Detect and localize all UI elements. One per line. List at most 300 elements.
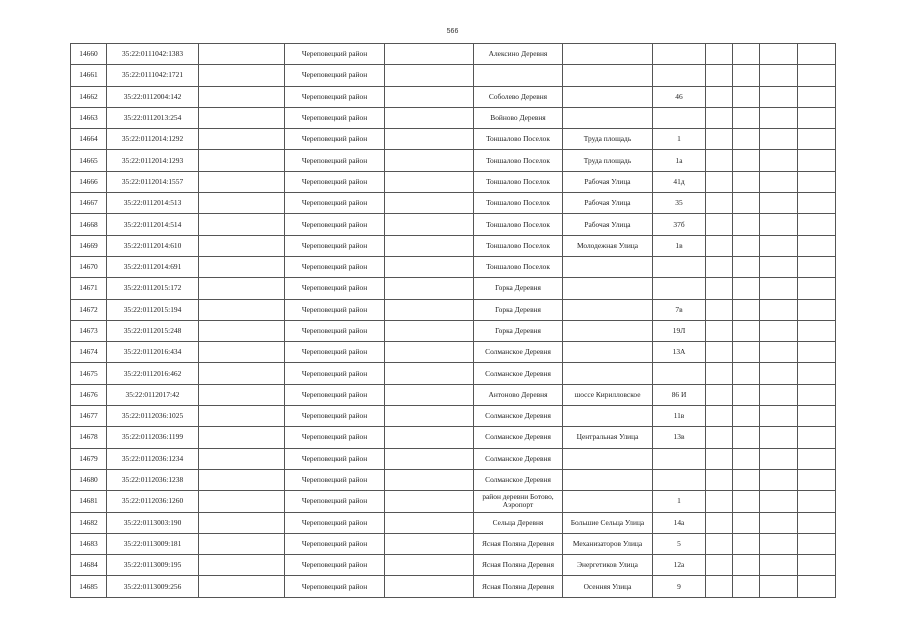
locality-cell: Тоншалово Поселок — [474, 129, 563, 150]
table-row — [71, 256, 836, 277]
street-cell — [563, 44, 653, 65]
cadastral-number-cell: 35:22:0112036:1025 — [107, 406, 199, 427]
house-number-cell: 14а — [653, 512, 706, 533]
empty-cell — [385, 342, 474, 363]
empty-cell — [199, 299, 285, 320]
row-number-cell: 14666 — [71, 171, 107, 192]
row-number-cell: 14664 — [71, 129, 107, 150]
locality-cell: Антоново Деревня — [474, 384, 563, 405]
empty-cell — [798, 171, 836, 192]
house-number-cell — [653, 363, 706, 384]
table-row — [71, 150, 836, 171]
empty-cell — [760, 193, 798, 214]
empty-cell — [760, 44, 798, 65]
street-cell — [563, 448, 653, 469]
empty-cell — [706, 86, 733, 107]
empty-cell — [760, 533, 798, 554]
table-row — [71, 448, 836, 469]
house-number-cell: 1 — [653, 491, 706, 512]
house-number-cell — [653, 448, 706, 469]
street-cell — [563, 491, 653, 512]
empty-cell — [798, 107, 836, 128]
district-cell: Череповецкий район — [285, 342, 385, 363]
row-number-cell: 14661 — [71, 65, 107, 86]
empty-cell — [798, 363, 836, 384]
empty-cell — [733, 171, 760, 192]
empty-cell — [706, 406, 733, 427]
empty-cell — [199, 533, 285, 554]
empty-cell — [706, 278, 733, 299]
district-cell: Череповецкий район — [285, 278, 385, 299]
cadastral-number-cell: 35:22:0112004:142 — [107, 86, 199, 107]
empty-cell — [199, 65, 285, 86]
empty-cell — [733, 384, 760, 405]
house-number-cell — [653, 44, 706, 65]
empty-cell — [199, 256, 285, 277]
street-cell — [563, 299, 653, 320]
house-number-cell: 5 — [653, 533, 706, 554]
cadastral-number-cell: 35:22:0112036:1199 — [107, 427, 199, 448]
street-cell: Рабочая Улица — [563, 214, 653, 235]
district-cell: Череповецкий район — [285, 171, 385, 192]
empty-cell — [706, 320, 733, 341]
empty-cell — [733, 533, 760, 554]
empty-cell — [706, 512, 733, 533]
empty-cell — [733, 448, 760, 469]
cadastral-number-cell: 35:22:0112014:1293 — [107, 150, 199, 171]
empty-cell — [385, 235, 474, 256]
empty-cell — [798, 278, 836, 299]
cadastral-number-cell: 35:22:0112015:248 — [107, 320, 199, 341]
empty-cell — [199, 44, 285, 65]
row-number-cell: 14677 — [71, 406, 107, 427]
empty-cell — [733, 214, 760, 235]
empty-cell — [199, 576, 285, 597]
empty-cell — [706, 469, 733, 490]
empty-cell — [199, 469, 285, 490]
cadastral-number-cell: 35:22:0112016:462 — [107, 363, 199, 384]
empty-cell — [385, 150, 474, 171]
row-number-cell: 14676 — [71, 384, 107, 405]
empty-cell — [385, 107, 474, 128]
empty-cell — [706, 65, 733, 86]
empty-cell — [385, 320, 474, 341]
table-row — [71, 576, 836, 597]
district-cell: Череповецкий район — [285, 129, 385, 150]
street-cell — [563, 406, 653, 427]
locality-cell: Войново Деревня — [474, 107, 563, 128]
empty-cell — [760, 576, 798, 597]
district-cell: Череповецкий район — [285, 469, 385, 490]
empty-cell — [385, 384, 474, 405]
empty-cell — [385, 406, 474, 427]
table-row — [71, 107, 836, 128]
locality-cell: Горка Деревня — [474, 320, 563, 341]
empty-cell — [385, 512, 474, 533]
house-number-cell — [653, 278, 706, 299]
row-number-cell: 14672 — [71, 299, 107, 320]
empty-cell — [706, 235, 733, 256]
row-number-cell: 14663 — [71, 107, 107, 128]
empty-cell — [385, 256, 474, 277]
empty-cell — [760, 469, 798, 490]
empty-cell — [733, 150, 760, 171]
district-cell: Череповецкий район — [285, 44, 385, 65]
empty-cell — [199, 86, 285, 107]
district-cell: Череповецкий район — [285, 384, 385, 405]
cadastral-number-cell: 35:22:0112017:42 — [107, 384, 199, 405]
empty-cell — [760, 171, 798, 192]
empty-cell — [733, 235, 760, 256]
empty-cell — [733, 299, 760, 320]
cadastral-number-cell: 35:22:0112015:172 — [107, 278, 199, 299]
row-number-cell: 14681 — [71, 491, 107, 512]
locality-cell: Солманское Деревня — [474, 342, 563, 363]
locality-cell: Тоншалово Поселок — [474, 193, 563, 214]
empty-cell — [706, 256, 733, 277]
table-row — [71, 384, 836, 405]
empty-cell — [199, 448, 285, 469]
table-row — [71, 235, 836, 256]
street-cell — [563, 107, 653, 128]
empty-cell — [760, 129, 798, 150]
empty-cell — [199, 363, 285, 384]
street-cell: Рабочая Улица — [563, 171, 653, 192]
district-cell: Череповецкий район — [285, 512, 385, 533]
empty-cell — [706, 299, 733, 320]
empty-cell — [199, 555, 285, 576]
table-row — [71, 278, 836, 299]
locality-cell: Ясная Поляна Деревня — [474, 555, 563, 576]
cadastral-number-cell: 35:22:0113009:256 — [107, 576, 199, 597]
empty-cell — [385, 65, 474, 86]
district-cell: Череповецкий район — [285, 555, 385, 576]
empty-cell — [733, 129, 760, 150]
empty-cell — [733, 44, 760, 65]
row-number-cell: 14670 — [71, 256, 107, 277]
table-row — [71, 86, 836, 107]
house-number-cell: 1в — [653, 235, 706, 256]
empty-cell — [199, 107, 285, 128]
table-row — [71, 171, 836, 192]
empty-cell — [733, 576, 760, 597]
street-cell: Труда площадь — [563, 129, 653, 150]
empty-cell — [760, 150, 798, 171]
house-number-cell: 7в — [653, 299, 706, 320]
empty-cell — [798, 320, 836, 341]
district-cell: Череповецкий район — [285, 363, 385, 384]
empty-cell — [706, 384, 733, 405]
empty-cell — [706, 342, 733, 363]
locality-cell: Тоншалово Поселок — [474, 150, 563, 171]
empty-cell — [199, 384, 285, 405]
empty-cell — [733, 86, 760, 107]
locality-cell: Горка Деревня — [474, 278, 563, 299]
empty-cell — [760, 235, 798, 256]
row-number-cell: 14674 — [71, 342, 107, 363]
house-number-cell — [653, 107, 706, 128]
row-number-cell: 14669 — [71, 235, 107, 256]
house-number-cell: 35 — [653, 193, 706, 214]
empty-cell — [798, 150, 836, 171]
row-number-cell: 14680 — [71, 469, 107, 490]
house-number-cell: 46 — [653, 86, 706, 107]
empty-cell — [385, 214, 474, 235]
empty-cell — [199, 491, 285, 512]
empty-cell — [199, 278, 285, 299]
empty-cell — [798, 65, 836, 86]
street-cell — [563, 86, 653, 107]
empty-cell — [798, 129, 836, 150]
cadastral-number-cell: 35:22:0111042:1383 — [107, 44, 199, 65]
house-number-cell — [653, 256, 706, 277]
empty-cell — [733, 469, 760, 490]
table-row — [71, 320, 836, 341]
row-number-cell: 14685 — [71, 576, 107, 597]
locality-cell: Солманское Деревня — [474, 448, 563, 469]
empty-cell — [760, 86, 798, 107]
empty-cell — [199, 512, 285, 533]
empty-cell — [798, 512, 836, 533]
street-cell: Труда площадь — [563, 150, 653, 171]
empty-cell — [385, 193, 474, 214]
empty-cell — [199, 150, 285, 171]
empty-cell — [733, 406, 760, 427]
empty-cell — [706, 150, 733, 171]
row-number-cell: 14667 — [71, 193, 107, 214]
empty-cell — [385, 491, 474, 512]
empty-cell — [798, 491, 836, 512]
cadastral-number-cell: 35:22:0112016:434 — [107, 342, 199, 363]
empty-cell — [760, 448, 798, 469]
row-number-cell: 14678 — [71, 427, 107, 448]
cadastral-number-cell: 35:22:0112036:1260 — [107, 491, 199, 512]
empty-cell — [706, 193, 733, 214]
district-cell: Череповецкий район — [285, 491, 385, 512]
empty-cell — [706, 171, 733, 192]
empty-cell — [385, 299, 474, 320]
empty-cell — [733, 320, 760, 341]
cadastral-number-cell: 35:22:0111042:1721 — [107, 65, 199, 86]
empty-cell — [706, 129, 733, 150]
street-cell — [563, 278, 653, 299]
empty-cell — [733, 512, 760, 533]
empty-cell — [798, 384, 836, 405]
cadastral-number-cell: 35:22:0112014:610 — [107, 235, 199, 256]
empty-cell — [385, 278, 474, 299]
house-number-cell: 11в — [653, 406, 706, 427]
empty-cell — [798, 299, 836, 320]
empty-cell — [199, 320, 285, 341]
empty-cell — [706, 214, 733, 235]
empty-cell — [760, 512, 798, 533]
table-row — [71, 44, 836, 65]
table-row — [71, 129, 836, 150]
house-number-cell: 19Л — [653, 320, 706, 341]
empty-cell — [199, 214, 285, 235]
table-row — [71, 469, 836, 490]
row-number-cell: 14660 — [71, 44, 107, 65]
house-number-cell: 86 И — [653, 384, 706, 405]
empty-cell — [798, 86, 836, 107]
registry-rows — [71, 44, 836, 598]
cadastral-number-cell: 35:22:0113009:195 — [107, 555, 199, 576]
district-cell: Череповецкий район — [285, 86, 385, 107]
empty-cell — [760, 299, 798, 320]
empty-cell — [798, 469, 836, 490]
district-cell: Череповецкий район — [285, 65, 385, 86]
empty-cell — [733, 342, 760, 363]
empty-cell — [385, 129, 474, 150]
empty-cell — [798, 342, 836, 363]
empty-cell — [706, 427, 733, 448]
empty-cell — [706, 533, 733, 554]
locality-cell — [474, 65, 563, 86]
row-number-cell: 14683 — [71, 533, 107, 554]
locality-cell: Тоншалово Поселок — [474, 256, 563, 277]
empty-cell — [733, 427, 760, 448]
street-cell: Энергетиков Улица — [563, 555, 653, 576]
street-cell: Центральная Улица — [563, 427, 653, 448]
registry-table — [70, 43, 836, 598]
street-cell — [563, 256, 653, 277]
empty-cell — [760, 491, 798, 512]
empty-cell — [199, 342, 285, 363]
table-row — [71, 65, 836, 86]
empty-cell — [733, 555, 760, 576]
table-row — [71, 533, 836, 554]
cadastral-number-cell: 35:22:0112014:514 — [107, 214, 199, 235]
locality-cell: Сельца Деревня — [474, 512, 563, 533]
empty-cell — [798, 555, 836, 576]
empty-cell — [760, 65, 798, 86]
empty-cell — [798, 406, 836, 427]
table-row — [71, 555, 836, 576]
empty-cell — [385, 469, 474, 490]
street-cell: Механизаторов Улица — [563, 533, 653, 554]
district-cell: Череповецкий район — [285, 427, 385, 448]
house-number-cell: 37б — [653, 214, 706, 235]
cadastral-number-cell: 35:22:0112014:513 — [107, 193, 199, 214]
street-cell: шоссе Кирилловское — [563, 384, 653, 405]
empty-cell — [760, 342, 798, 363]
locality-cell: Солманское Деревня — [474, 363, 563, 384]
empty-cell — [798, 235, 836, 256]
empty-cell — [199, 171, 285, 192]
empty-cell — [199, 406, 285, 427]
house-number-cell: 1а — [653, 150, 706, 171]
table-row — [71, 427, 836, 448]
locality-cell: Тоншалово Поселок — [474, 235, 563, 256]
empty-cell — [706, 555, 733, 576]
empty-cell — [733, 65, 760, 86]
district-cell: Череповецкий район — [285, 299, 385, 320]
cadastral-number-cell: 35:22:0112014:691 — [107, 256, 199, 277]
empty-cell — [385, 576, 474, 597]
empty-cell — [706, 491, 733, 512]
house-number-cell: 1 — [653, 129, 706, 150]
street-cell — [563, 342, 653, 363]
empty-cell — [760, 363, 798, 384]
district-cell: Череповецкий район — [285, 214, 385, 235]
district-cell: Череповецкий район — [285, 235, 385, 256]
empty-cell — [706, 576, 733, 597]
locality-cell: Ясная Поляна Деревня — [474, 533, 563, 554]
empty-cell — [199, 427, 285, 448]
street-cell: Рабочая Улица — [563, 193, 653, 214]
empty-cell — [798, 448, 836, 469]
row-number-cell: 14675 — [71, 363, 107, 384]
empty-cell — [798, 427, 836, 448]
row-number-cell: 14671 — [71, 278, 107, 299]
table-row — [71, 299, 836, 320]
locality-cell: Солманское Деревня — [474, 427, 563, 448]
empty-cell — [760, 427, 798, 448]
district-cell: Череповецкий район — [285, 448, 385, 469]
locality-cell: Тоншалово Поселок — [474, 214, 563, 235]
house-number-cell — [653, 65, 706, 86]
cadastral-number-cell: 35:22:0113003:190 — [107, 512, 199, 533]
cadastral-number-cell: 35:22:0112014:1557 — [107, 171, 199, 192]
empty-cell — [199, 193, 285, 214]
table-row — [71, 193, 836, 214]
row-number-cell: 14682 — [71, 512, 107, 533]
empty-cell — [798, 256, 836, 277]
empty-cell — [798, 44, 836, 65]
table-row — [71, 512, 836, 533]
house-number-cell: 41д — [653, 171, 706, 192]
street-cell — [563, 363, 653, 384]
empty-cell — [385, 427, 474, 448]
empty-cell — [706, 363, 733, 384]
empty-cell — [760, 256, 798, 277]
empty-cell — [706, 448, 733, 469]
empty-cell — [733, 278, 760, 299]
empty-cell — [798, 533, 836, 554]
street-cell — [563, 320, 653, 341]
empty-cell — [733, 107, 760, 128]
empty-cell — [733, 193, 760, 214]
empty-cell — [385, 44, 474, 65]
district-cell: Череповецкий район — [285, 576, 385, 597]
empty-cell — [760, 214, 798, 235]
empty-cell — [385, 86, 474, 107]
row-number-cell: 14662 — [71, 86, 107, 107]
district-cell: Череповецкий район — [285, 406, 385, 427]
row-number-cell: 14679 — [71, 448, 107, 469]
table-row — [71, 214, 836, 235]
district-cell: Череповецкий район — [285, 256, 385, 277]
empty-cell — [798, 193, 836, 214]
district-cell: Череповецкий район — [285, 150, 385, 171]
house-number-cell — [653, 469, 706, 490]
street-cell: Большие Сельца Улица — [563, 512, 653, 533]
district-cell: Череповецкий район — [285, 320, 385, 341]
empty-cell — [706, 44, 733, 65]
empty-cell — [760, 384, 798, 405]
row-number-cell: 14673 — [71, 320, 107, 341]
locality-cell: Соболево Деревня — [474, 86, 563, 107]
empty-cell — [798, 214, 836, 235]
empty-cell — [733, 256, 760, 277]
empty-cell — [385, 363, 474, 384]
cadastral-number-cell: 35:22:0112013:254 — [107, 107, 199, 128]
table-row — [71, 491, 836, 512]
cadastral-number-cell: 35:22:0112036:1238 — [107, 469, 199, 490]
cadastral-number-cell: 35:22:0112036:1234 — [107, 448, 199, 469]
table-row — [71, 342, 836, 363]
house-number-cell: 9 — [653, 576, 706, 597]
